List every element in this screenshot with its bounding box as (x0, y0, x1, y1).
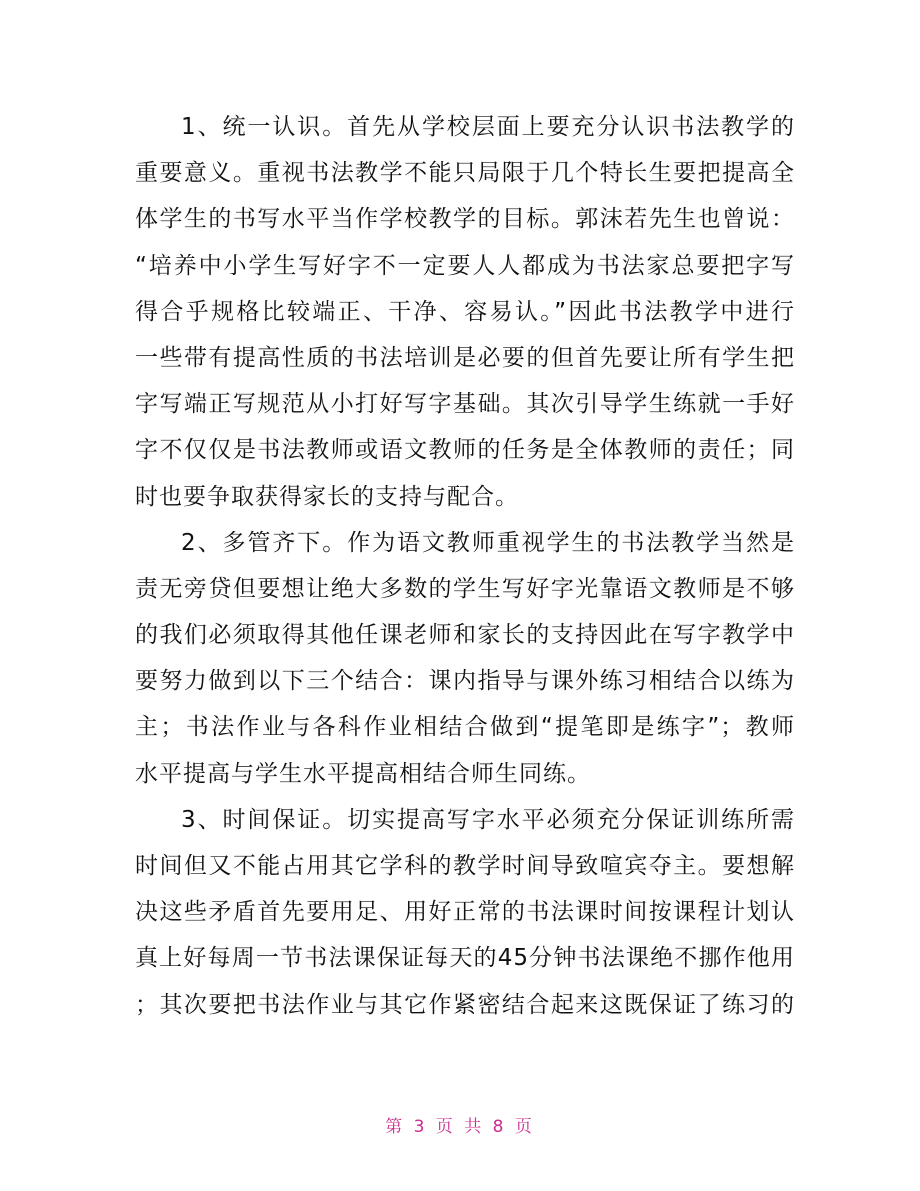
paragraph-2-line-4: 要努力做到以下三个结合：课内指导与课外练习相结合以练为 (135, 668, 795, 695)
paragraph-3-line-5: ；其次要把书法作业与其它作紧密结合起来这既保证了练习的 (135, 991, 795, 1018)
paragraph-1-line-2: 重要意义。重视书法教学不能只局限于几个特长生要把提高全 (135, 160, 795, 187)
paragraph-1-line-4: “培养中小学生写好字不一定要人人都成为书法家总要把字写 (135, 252, 795, 279)
document-body (135, 104, 795, 1028)
paragraph-1-line-8: 字不仅仅是书法教师或语文教师的任务是全体教师的责任；同 (135, 437, 795, 464)
paragraph-3-line-2: 时间但又不能占用其它学科的教学时间导致喧宾夺主。要想解 (135, 853, 795, 879)
paragraph-1-line-7: 字写端正写规范从小打好写字基础。其次引导学生练就一手好 (135, 391, 795, 418)
paragraph-3-line-4: 真上好每周一节书法课保证每天的45分钟书法课绝不挪作他用 (135, 945, 795, 972)
paragraph-2-line-5: 主；书法作业与各科作业相结合做到“提笔即是练字”；教师 (135, 714, 795, 741)
page-number-footer: 第 3 页 共 8 页 (385, 1117, 535, 1137)
paragraph-1-line-3: 体学生的书写水平当作学校教学的目标。郭沫若先生也曾说： (135, 206, 795, 233)
paragraph-3-line-3: 决这些矛盾首先要用足、用好正常的书法课时间按课程计划认 (135, 899, 795, 926)
paragraph-1-line-9: 时也要争取获得家长的支持与配合。 (135, 483, 519, 510)
paragraph-3-line-1: 3、时间保证。切实提高写字水平必须充分保证训练所需 (181, 806, 795, 833)
paragraph-2-line-6: 水平提高与学生水平提高相结合师生同练。 (135, 760, 591, 787)
paragraph-1-line-5: 得合乎规格比较端正、干净、容易认。”因此书法教学中进行 (135, 298, 795, 325)
paragraph-1-line-1: 1、统一认识。首先从学校层面上要充分认识书法教学的 (181, 114, 795, 140)
paragraph-1-line-6: 一些带有提高性质的书法培训是必要的但首先要让所有学生把 (135, 344, 795, 371)
paragraph-2-line-3: 的我们必须取得其他任课老师和家长的支持因此在写字教学中 (135, 622, 795, 649)
paragraph-2-line-2: 责无旁贷但要想让绝大多数的学生写好字光靠语文教师是不够 (135, 575, 795, 602)
paragraph-2-line-1: 2、多管齐下。作为语文教师重视学生的书法教学当然是 (181, 529, 795, 556)
